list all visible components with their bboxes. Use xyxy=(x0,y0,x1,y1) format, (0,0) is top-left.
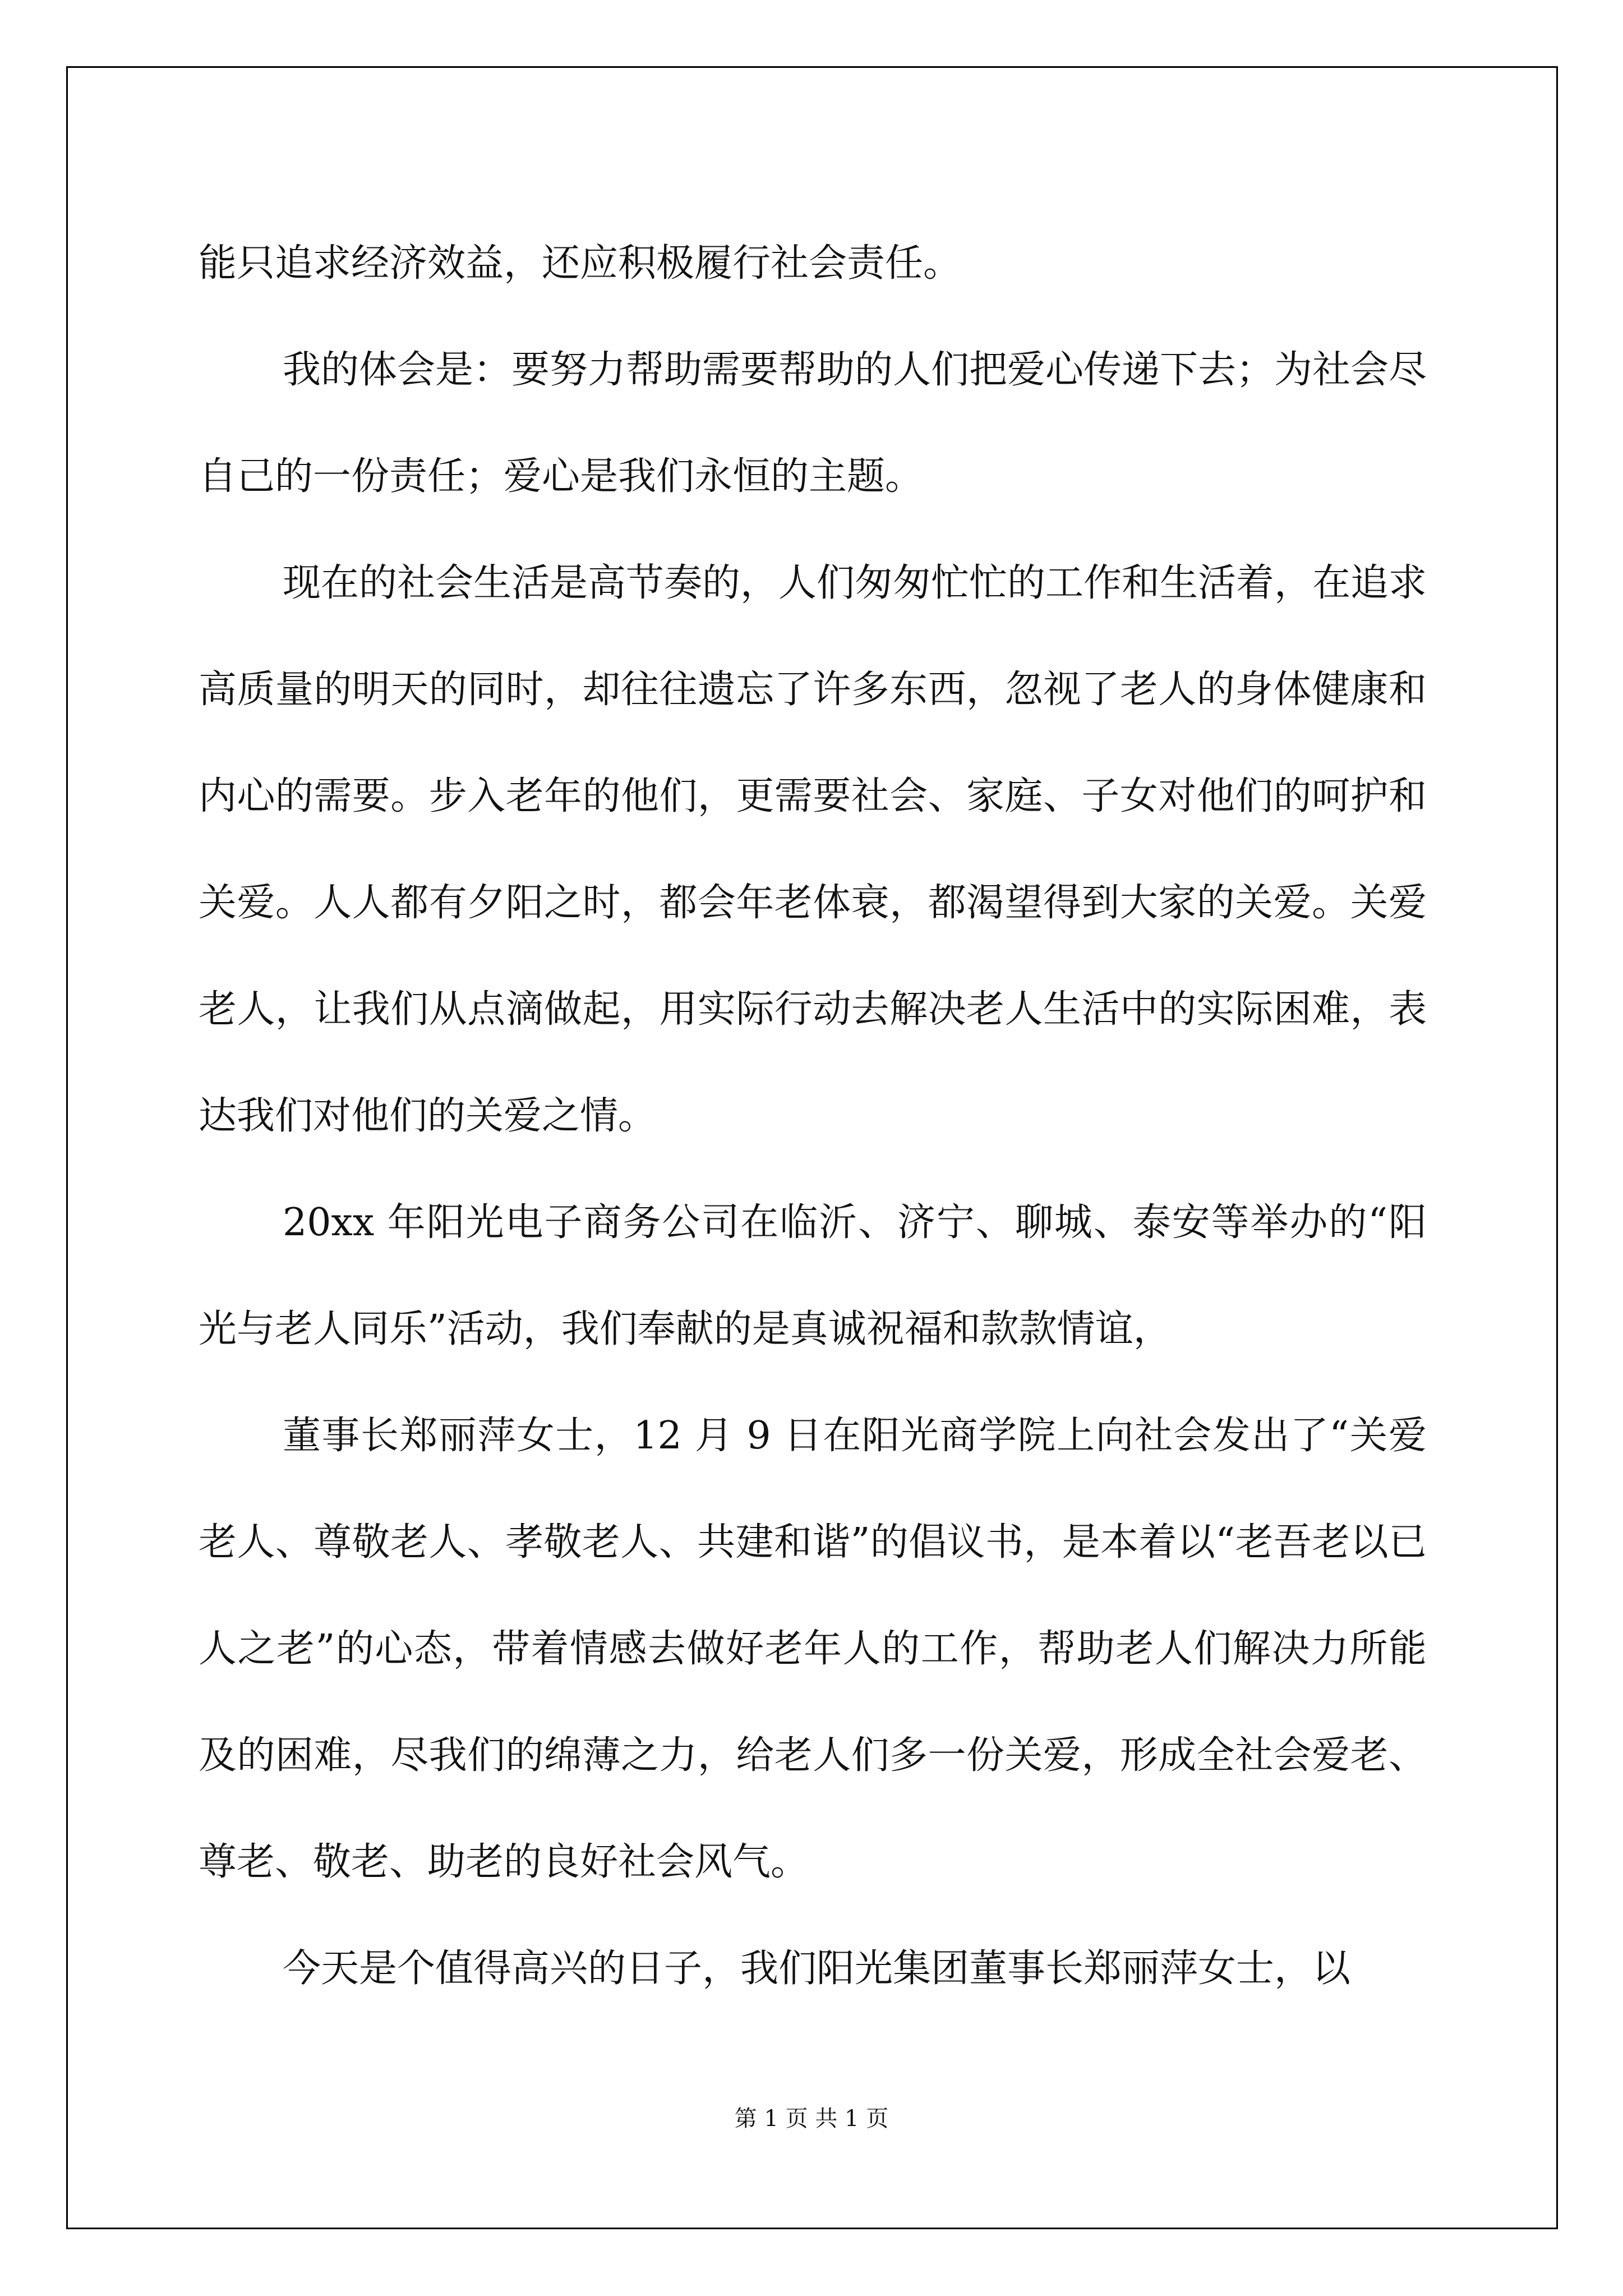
paragraph: 20xx 年阳光电子商务公司在临沂、济宁、聊城、泰安等举办的“阳光与老人同乐”活动，我们奉献的是真诚祝福和款款情谊， xyxy=(199,1200,1427,1351)
paragraph: 我的体会是：要努力帮助需要帮助的人们把爱心传递下去；为社会尽自己的一份责任；爱心是我们永恒的主题。 xyxy=(199,348,1427,499)
document-body xyxy=(199,210,1427,2022)
paragraph: 今天是个值得高兴的日子，我们阳光集团董事长郑丽萍女士，以 xyxy=(283,1947,1351,1991)
page-number-label: 第 1 页 共 1 页 xyxy=(734,2106,889,2132)
paragraph: 董事长郑丽萍女士，12 月 9 日在阳光商学院上向社会发出了“关爱老人、尊敬老人、孝敬老人、共建和谐”的倡议书，是本着以“老吾老以已人之老”的心态，带着情感去做好老年人的工作，帮助老人们解决力所能及的困难，尽我们的绵薄之力，给老人们多一份关爱，形成全社会爱老、尊老、敬老、助老的良好社会风气。 xyxy=(199,1414,1427,1884)
paragraph: 能只追求经济效益，还应积极履行社会责任。 xyxy=(199,241,962,286)
paragraph: 现在的社会生活是高节奏的，人们匆匆忙忙的工作和生活着，在追求高质量的明天的同时，却往往遗忘了许多东西，忽视了老人的身体健康和内心的需要。步入老年的他们，更需要社会、家庭、子女对他们的呵护和关爱。人人都有夕阳之时，都会年老体衰，都渴望得到大家的关爱。关爱老人，让我们从点滴做起，用实际行动去解决老人生活中的实际困难，表达我们对他们的关爱之情。 xyxy=(199,561,1427,1138)
page-footer xyxy=(0,2101,1623,2133)
